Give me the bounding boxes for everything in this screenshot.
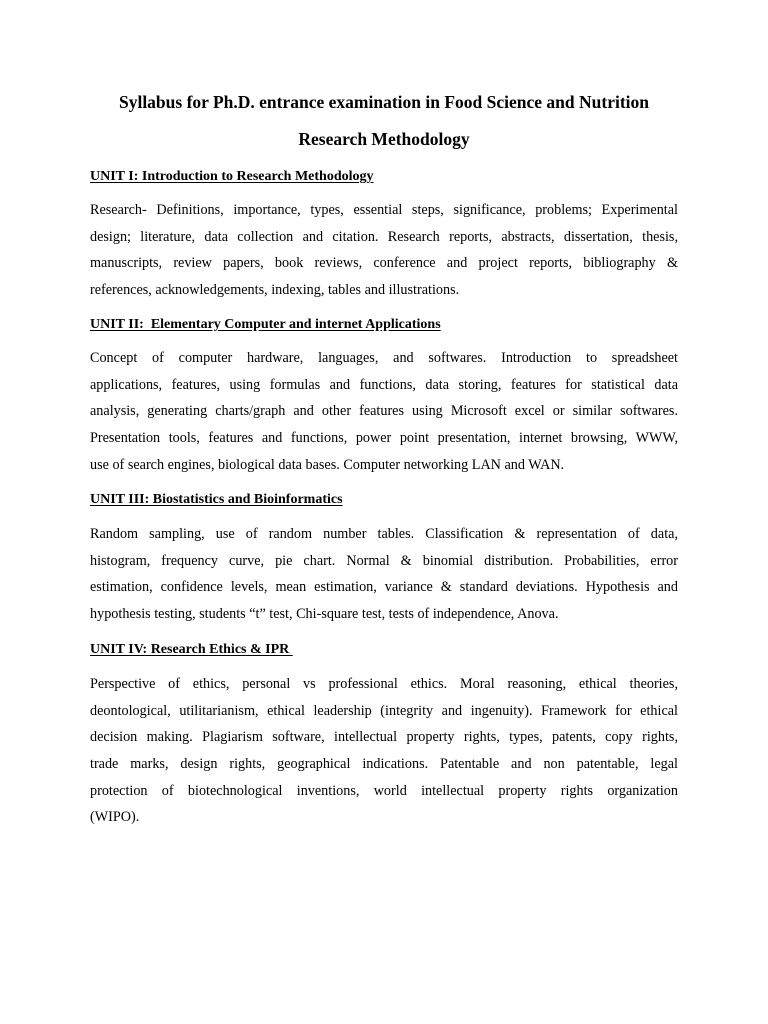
unit-4-line: (WIPO). [90,809,140,826]
unit-4-heading: UNIT IV: Research Ethics & IPR [90,642,293,657]
unit-1-line: design; literature, data collection and citation. Research reports, abstracts, dissertation, thesis, [90,228,678,245]
unit-1-heading: UNIT I: Introduction to Research Methodology [90,169,374,184]
document-title: Syllabus for Ph.D. entrance examination in Food Science and Nutrition [118,92,650,112]
unit-4-line: trade marks, design rights, geographical indications. Patentable and non patentable, legal [90,756,678,773]
unit-2-line: applications, features, using formulas and functions, data storing, features for statistical data [90,376,678,393]
unit-1-paragraph [90,197,678,304]
unit-1-line: Research- Definitions, importance, types, essential steps, significance, problems; Experimental [90,202,678,218]
unit-1-line: references, acknowledgements, indexing, tables and illustrations. [90,282,460,299]
unit-3-heading: UNIT III: Biostatistics and Bioinformatics [90,492,343,507]
unit-4-line: protection of biotechnological inventions, world intellectual property rights organization [90,782,678,799]
unit-4-line: deontological, utilitarianism, ethical leadership (integrity and ingenuity). Framework for ethical [90,702,678,719]
unit-4-line: decision making. Plagiarism software, intellectual property rights, types, patents, copy rights, [90,729,678,746]
unit-4-paragraph [90,671,678,831]
unit-3-line: Random sampling, use of random number tables. Classification & representation of data, [90,526,678,542]
unit-3-line: hypothesis testing, students “t” test, Chi-square test, tests of independence, Anova. [90,606,559,623]
unit-3-paragraph [90,521,678,628]
unit-2-line: analysis, generating charts/graph and other features using Microsoft excel or similar softwares. [90,403,678,420]
unit-2-line: use of search engines, biological data bases. Computer networking LAN and WAN. [90,456,565,473]
unit-2-paragraph [90,345,678,478]
unit-2-heading: UNIT II: Elementary Computer and internet Applications [90,317,441,332]
unit-3-line: estimation, confidence levels, mean estimation, variance & standard deviations. Hypothesis and [90,579,678,596]
unit-3-line: histogram, frequency curve, pie chart. Normal & binomial distribution. Probabilities, error [90,552,678,569]
unit-2-line: Presentation tools, features and functions, power point presentation, internet browsing, WWW, [90,430,678,447]
unit-4-line: Perspective of ethics, personal vs professional ethics. Moral reasoning, ethical theories, [90,676,678,692]
unit-2-line: Concept of computer hardware, languages, and softwares. Introduction to spreadsheet [90,350,678,366]
unit-1-line: manuscripts, review papers, book reviews, conference and project reports, bibliography & [90,255,678,272]
document-subtitle: Research Methodology [298,129,470,149]
